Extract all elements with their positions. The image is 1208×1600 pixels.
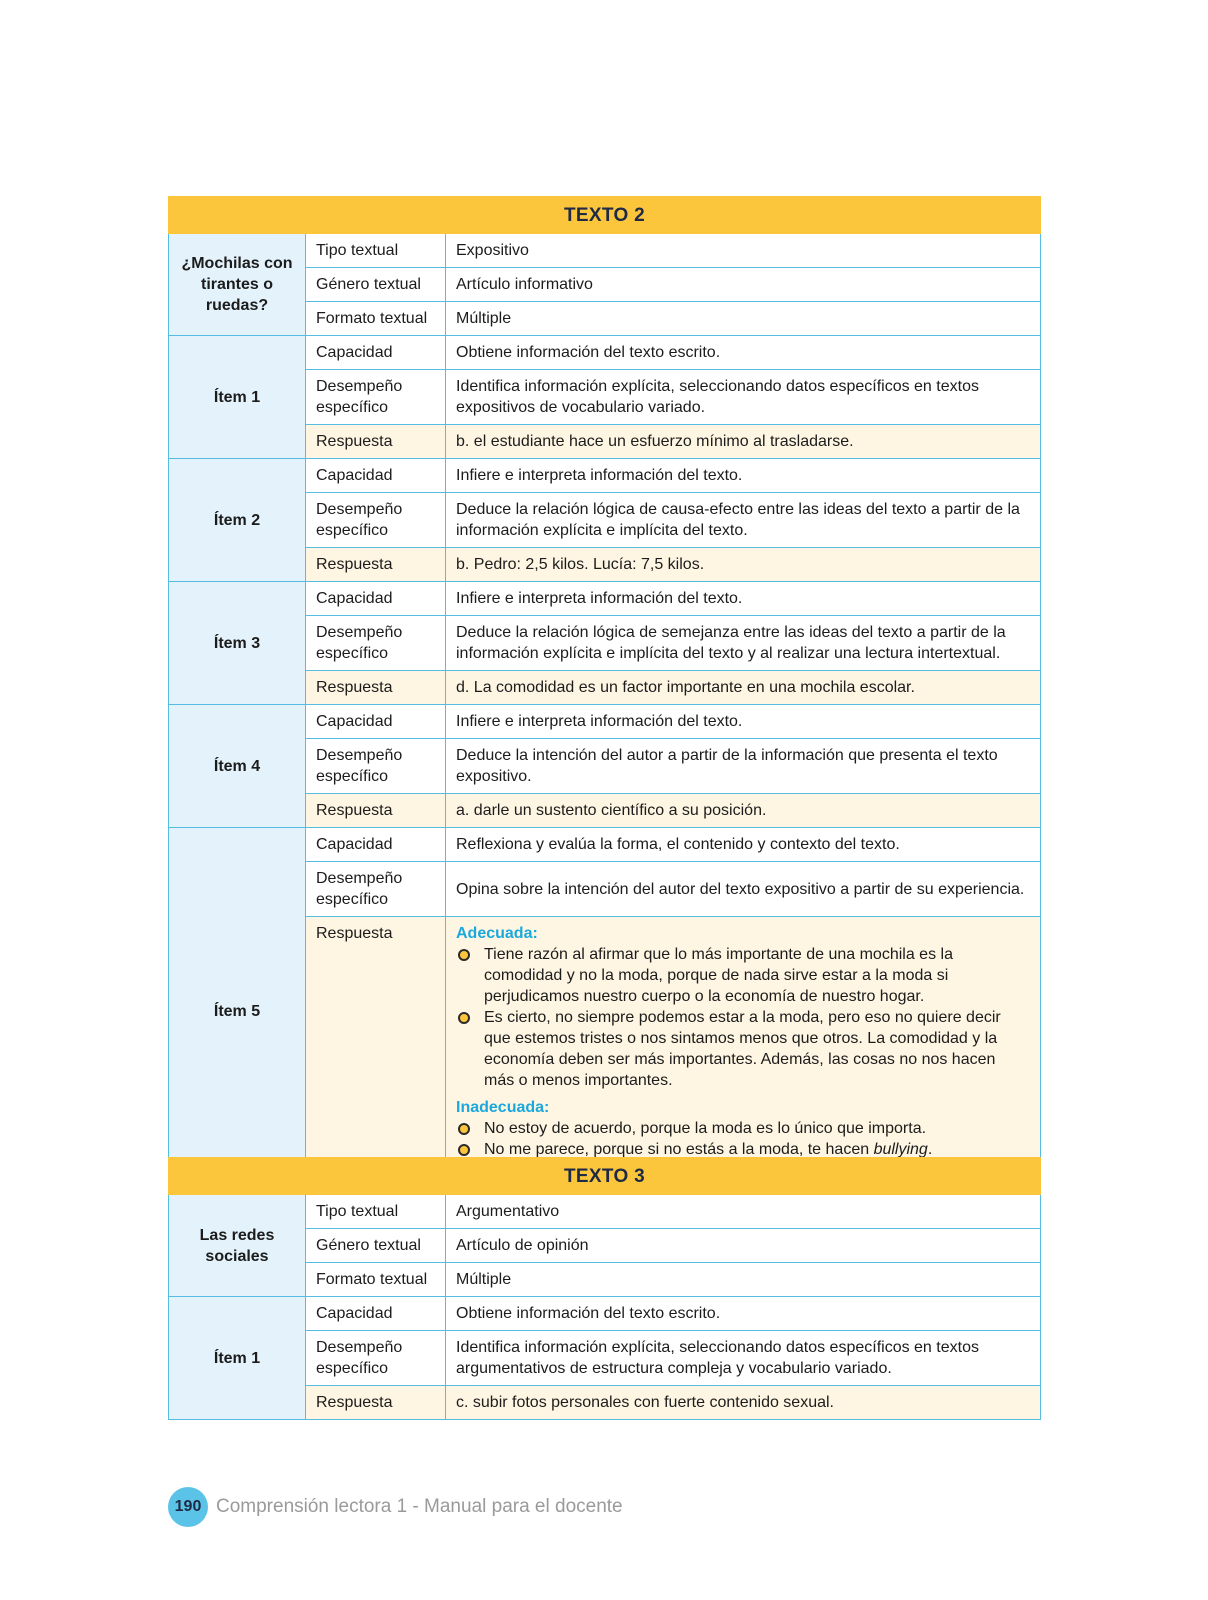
row-value: Obtiene información del texto escrito. xyxy=(446,336,1041,370)
row-label: Género textual xyxy=(306,1229,446,1263)
row-label: Desempeño específico xyxy=(306,739,446,794)
row-label: Desempeño específico xyxy=(306,616,446,671)
row-value: Identifica información explícita, seleccionando datos específicos en textos expositivos de vocabulario variado. xyxy=(446,370,1041,425)
row-label: Capacidad xyxy=(306,705,446,739)
row-value: Artículo de opinión xyxy=(446,1229,1041,1263)
texto-3-table xyxy=(168,1157,1041,1420)
inadequate-answer-emphasis: bullying xyxy=(873,1141,928,1158)
answer-value: a. darle un sustento científico a su posición. xyxy=(446,794,1041,828)
inadequate-list xyxy=(456,1118,1030,1160)
row-label: Capacidad xyxy=(306,1297,446,1331)
item-1-cell: Ítem 1 xyxy=(169,1297,306,1420)
inadequate-answer-end: . xyxy=(927,1141,933,1158)
row-value: Deduce la intención del autor a partir de la información que presenta el texto expositivo. xyxy=(446,739,1041,794)
item-3-cell: Ítem 3 xyxy=(169,582,306,705)
answer-value-open xyxy=(446,917,1041,1196)
answer-value: b. el estudiante hace un esfuerzo mínimo al trasladarse. xyxy=(446,425,1041,459)
row-label: Tipo textual xyxy=(306,1195,446,1229)
page-footer xyxy=(168,1487,623,1527)
row-label: Capacidad xyxy=(306,459,446,493)
row-label: Capacidad xyxy=(306,828,446,862)
row-value: Obtiene información del texto escrito. xyxy=(446,1297,1041,1331)
row-label: Desempeño específico xyxy=(306,1331,446,1386)
answer-label: Respuesta xyxy=(306,1386,446,1420)
answer-value: b. Pedro: 2,5 kilos. Lucía: 7,5 kilos. xyxy=(446,548,1041,582)
row-label: Desempeño específico xyxy=(306,493,446,548)
item-1-cell: Ítem 1 xyxy=(169,336,306,459)
row-label: Desempeño específico xyxy=(306,862,446,917)
row-label: Capacidad xyxy=(306,336,446,370)
row-value: Opina sobre la intención del autor del texto expositivo a partir de su experiencia. xyxy=(446,862,1041,917)
row-label: Capacidad xyxy=(306,582,446,616)
answer-label: Respuesta xyxy=(306,917,446,1196)
inadequate-answer-text: No me parece, porque si no estás a la moda, te hacen xyxy=(484,1141,874,1158)
answer-label: Respuesta xyxy=(306,548,446,582)
answer-value: d. La comodidad es un factor importante en una mochila escolar. xyxy=(446,671,1041,705)
row-label: Formato textual xyxy=(306,302,446,336)
row-value: Expositivo xyxy=(446,234,1041,268)
row-value: Deduce la relación lógica de semejanza entre las ideas del texto a partir de la información explícita e implícita del texto y al realizar una lectura intertextual. xyxy=(446,616,1041,671)
row-value: Infiere e interpreta información del texto. xyxy=(446,582,1041,616)
inadequate-heading: Inadecuada: xyxy=(456,1099,550,1116)
answer-value: c. subir fotos personales con fuerte contenido sexual. xyxy=(446,1386,1041,1420)
row-value: Reflexiona y evalúa la forma, el contenido y contexto del texto. xyxy=(446,828,1041,862)
row-label: Tipo textual xyxy=(306,234,446,268)
text-title-cell: Las redes sociales xyxy=(169,1195,306,1297)
item-4-cell: Ítem 4 xyxy=(169,705,306,828)
row-label: Formato textual xyxy=(306,1263,446,1297)
row-value: Múltiple xyxy=(446,302,1041,336)
inadequate-answer: No estoy de acuerdo, porque la moda es lo único que importa. xyxy=(456,1118,1030,1139)
answer-label: Respuesta xyxy=(306,794,446,828)
answer-label: Respuesta xyxy=(306,671,446,705)
item-2-cell: Ítem 2 xyxy=(169,459,306,582)
page-number: 190 xyxy=(168,1487,208,1527)
row-label: Desempeño específico xyxy=(306,370,446,425)
row-label: Género textual xyxy=(306,268,446,302)
row-value: Múltiple xyxy=(446,1263,1041,1297)
answer-label: Respuesta xyxy=(306,425,446,459)
section-header-texto-3: TEXTO 3 xyxy=(169,1158,1041,1195)
footer-title: Comprensión lectora 1 - Manual para el docente xyxy=(216,1496,623,1517)
row-value: Artículo informativo xyxy=(446,268,1041,302)
section-header-texto-2: TEXTO 2 xyxy=(169,197,1041,234)
adequate-list xyxy=(456,944,1030,1091)
row-value: Argumentativo xyxy=(446,1195,1041,1229)
row-value: Infiere e interpreta información del texto. xyxy=(446,705,1041,739)
adequate-heading: Adecuada: xyxy=(456,925,538,942)
adequate-answer: Es cierto, no siempre podemos estar a la moda, pero eso no quiere decir que estemos tristes o nos sintamos menos que otros. La comodidad y la economía deben ser más importantes. Además, las cosas no nos hacen más o menos importantes. xyxy=(456,1007,1030,1091)
text-title-cell: ¿Mochilas con tirantes o ruedas? xyxy=(169,234,306,336)
item-5-cell: Ítem 5 xyxy=(169,828,306,1196)
adequate-answer: Tiene razón al afirmar que lo más importante de una mochila es la comodidad y no la moda, porque de nada sirve estar a la moda si perjudicamos nuestro cuerpo o la economía de nuestro hogar. xyxy=(456,944,1030,1007)
row-value: Infiere e interpreta información del texto. xyxy=(446,459,1041,493)
texto-2-table xyxy=(168,196,1041,1196)
row-value: Identifica información explícita, seleccionando datos específicos en textos argumentativos de estructura compleja y vocabulario variado. xyxy=(446,1331,1041,1386)
row-value: Deduce la relación lógica de causa-efecto entre las ideas del texto a partir de la información explícita e implícita del texto. xyxy=(446,493,1041,548)
